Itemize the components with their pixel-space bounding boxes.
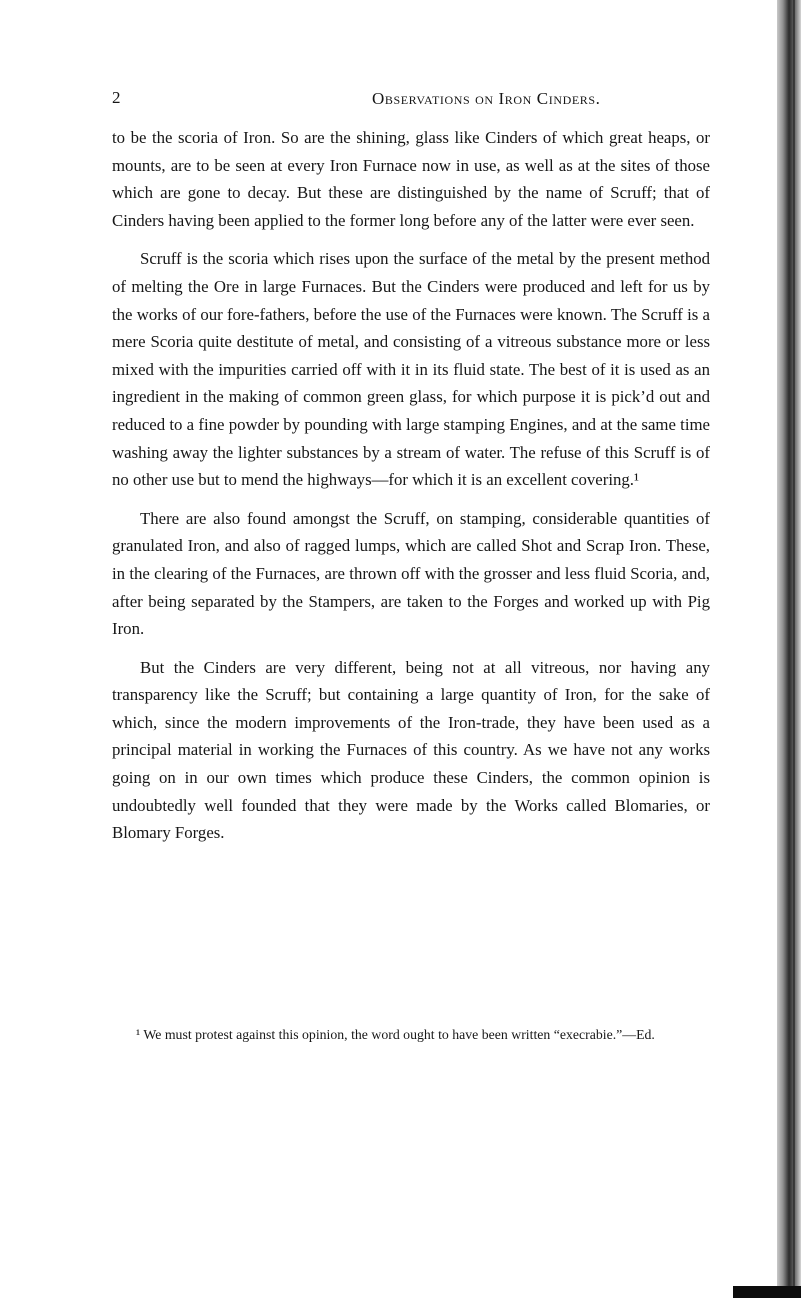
paragraph-4: But the Cinders are very different, being not at all vitreous, nor having any transparency like the Scruff; but containing a large quantity of Iron, for the sake of which, since the modern improvements of the Iron-trade, they have been used as a principal material in working the Furnaces of this country. As we have not any works going on in our own times which produce these Cinders, the common opinion is undoubtedly well founded that they were made by the Works called Blomaries, or Blomary Forges. <box>112 657 710 843</box>
page-number: 2 <box>112 88 121 107</box>
body-text <box>112 124 710 847</box>
page-edge-line <box>793 0 795 1298</box>
paragraph-2: Scruff is the scoria which rises upon the surface of the metal by the present method of melting the Ore in large Furnaces. But the Cinders were produced and left for us by the works of our fore-fathers, before the use of the Furnaces were known. The Scruff is a mere Scoria quite destitute of metal, and consisting of a vitreous substance more or less mixed with the impurities carried off with it in its fluid state. The best of it is used as an ingredient in the making of common green glass, for which purpose it is pick’d out and reduced to a fine powder by pounding with large stamping Engines, and at the same time washing away the lighter substances by a stream of water. The refuse of this Scruff is of no other use but to mend the highways—for which it is an excellent covering.¹ <box>112 249 710 490</box>
page-edge-shadow <box>777 0 801 1298</box>
page-header <box>112 88 712 112</box>
scan-corner-mark <box>733 1286 801 1298</box>
paragraph-3: There are also found amongst the Scruff, on stamping, considerable quantities of granulated Iron, and also of ragged lumps, which are called Shot and Scrap Iron. These, in the clearing of the Furnaces, are thrown off with the grosser and less fluid Scoria, and, after being separated by the Stampers, are taken to the Forges and worked up with Pig Iron. <box>112 508 710 639</box>
footnote: ¹ We must protest against this opinion, the word ought to have been written “execrabie.”—Ed. <box>136 1027 655 1042</box>
paragraph-1: to be the scoria of Iron. So are the shining, glass like Cinders of which great heaps, or mounts, are to be seen at every Iron Furnace now in use, as well as at the sites of those which are gone to decay. But these are distinguished by the name of Scruff; that of Cinders having been applied to the former long before any of the latter were ever seen. <box>112 128 710 230</box>
running-head: Observations on Iron Cinders. <box>372 89 601 108</box>
